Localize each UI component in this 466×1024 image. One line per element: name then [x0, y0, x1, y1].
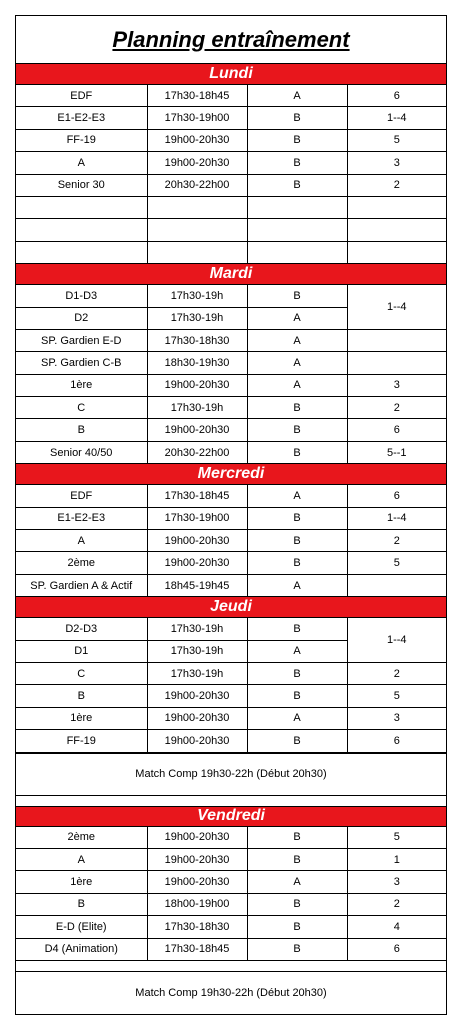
group-cell: SP. Gardien C-B: [16, 352, 147, 374]
page-title: Planning entraînement: [16, 16, 446, 64]
group-cell: [16, 241, 147, 263]
planning-sheet: [15, 15, 447, 1015]
field-cell: B: [247, 530, 347, 552]
slot-cell: 3: [347, 707, 446, 729]
field-cell: B: [247, 174, 347, 196]
table-row: [16, 507, 446, 529]
slot-cell: [347, 329, 446, 351]
field-cell: B: [247, 916, 347, 938]
time-cell: [147, 241, 247, 263]
field-cell: A: [247, 352, 347, 374]
slot-cell: 2: [347, 174, 446, 196]
table-row: [16, 241, 446, 263]
table-row: [16, 485, 446, 507]
table-row: [16, 397, 446, 419]
schedule-table-jeudi: [16, 618, 446, 752]
table-row: [16, 685, 446, 707]
slot-cell-merged: 1--4: [347, 618, 446, 662]
time-cell: 17h30-19h: [147, 397, 247, 419]
time-cell: 17h30-19h: [147, 618, 247, 640]
field-cell: B: [247, 938, 347, 960]
table-row: [16, 916, 446, 938]
field-cell: B: [247, 107, 347, 129]
day-header-mardi: Mardi: [16, 264, 446, 285]
day-header-lundi: Lundi: [16, 64, 446, 85]
time-cell: 19h00-20h30: [147, 848, 247, 870]
match-note-vendredi: Match Comp 19h30-22h (Début 20h30): [16, 971, 446, 1014]
slot-cell: [347, 219, 446, 241]
slot-cell: 2: [347, 893, 446, 915]
time-cell: 19h00-20h30: [147, 552, 247, 574]
slot-cell: 3: [347, 871, 446, 893]
field-cell: B: [247, 893, 347, 915]
group-cell: A: [16, 152, 147, 174]
time-cell: 19h00-20h30: [147, 827, 247, 849]
slot-cell: 5: [347, 827, 446, 849]
group-cell: SP. Gardien E-D: [16, 329, 147, 351]
table-row: [16, 219, 446, 241]
table-row: [16, 285, 446, 307]
field-cell: B: [247, 152, 347, 174]
time-cell: 17h30-19h00: [147, 507, 247, 529]
table-row: [16, 152, 446, 174]
field-cell: B: [247, 285, 347, 307]
field-cell: [247, 196, 347, 218]
table-row: [16, 938, 446, 960]
group-cell: 2ème: [16, 827, 147, 849]
schedule-table-lundi: [16, 85, 446, 264]
slot-cell: 5: [347, 129, 446, 151]
field-cell: B: [247, 618, 347, 640]
field-cell: B: [247, 129, 347, 151]
table-row: [16, 552, 446, 574]
slot-cell: 1--4: [347, 507, 446, 529]
slot-cell: 6: [347, 85, 446, 107]
group-cell: D2-D3: [16, 618, 147, 640]
schedule-table-mardi: [16, 285, 446, 464]
time-cell: 17h30-19h: [147, 307, 247, 329]
field-cell: B: [247, 419, 347, 441]
group-cell: B: [16, 685, 147, 707]
field-cell: A: [247, 329, 347, 351]
time-cell: 19h00-20h30: [147, 129, 247, 151]
slot-cell: 6: [347, 419, 446, 441]
table-row: [16, 196, 446, 218]
slot-cell: 1--4: [347, 107, 446, 129]
slot-cell: 3: [347, 152, 446, 174]
table-row: [16, 129, 446, 151]
group-cell: A: [16, 530, 147, 552]
time-cell: 19h00-20h30: [147, 685, 247, 707]
group-cell: SP. Gardien A & Actif: [16, 574, 147, 596]
time-cell: 20h30-22h00: [147, 174, 247, 196]
field-cell: B: [247, 397, 347, 419]
schedule-table-vendredi: [16, 827, 446, 961]
field-cell: B: [247, 552, 347, 574]
group-cell: EDF: [16, 85, 147, 107]
group-cell: EDF: [16, 485, 147, 507]
time-cell: 20h30-22h00: [147, 441, 247, 463]
table-row: [16, 618, 446, 640]
field-cell: A: [247, 574, 347, 596]
time-cell: 19h00-20h30: [147, 530, 247, 552]
time-cell: [147, 219, 247, 241]
group-cell: B: [16, 893, 147, 915]
table-row: [16, 662, 446, 684]
slot-cell: 5: [347, 552, 446, 574]
group-cell: E-D (Elite): [16, 916, 147, 938]
field-cell: B: [247, 730, 347, 752]
field-cell: B: [247, 441, 347, 463]
time-cell: 19h00-20h30: [147, 419, 247, 441]
table-row: [16, 848, 446, 870]
time-cell: 17h30-19h: [147, 285, 247, 307]
time-cell: 17h30-19h: [147, 662, 247, 684]
table-row: [16, 374, 446, 396]
time-cell: 19h00-20h30: [147, 374, 247, 396]
field-cell: B: [247, 685, 347, 707]
table-row: [16, 730, 446, 752]
table-row: [16, 893, 446, 915]
table-row: [16, 85, 446, 107]
slot-cell: 6: [347, 938, 446, 960]
table-row: [16, 174, 446, 196]
table-row: [16, 530, 446, 552]
table-row: [16, 827, 446, 849]
slot-cell: [347, 352, 446, 374]
group-cell: Senior 30: [16, 174, 147, 196]
table-row: [16, 329, 446, 351]
group-cell: D1: [16, 640, 147, 662]
field-cell: [247, 219, 347, 241]
table-row: [16, 871, 446, 893]
schedule-table-mercredi: [16, 485, 446, 597]
time-cell: 19h00-20h30: [147, 152, 247, 174]
day-header-jeudi: Jeudi: [16, 597, 446, 618]
slot-cell: 5--1: [347, 441, 446, 463]
slot-cell: 4: [347, 916, 446, 938]
spacer: [16, 796, 446, 806]
group-cell: 1ère: [16, 871, 147, 893]
group-cell: [16, 196, 147, 218]
time-cell: 17h30-19h00: [147, 107, 247, 129]
group-cell: FF-19: [16, 730, 147, 752]
group-cell: D2: [16, 307, 147, 329]
table-row: [16, 107, 446, 129]
time-cell: 18h30-19h30: [147, 352, 247, 374]
table-row: [16, 419, 446, 441]
slot-cell: [347, 574, 446, 596]
group-cell: 1ère: [16, 374, 147, 396]
group-cell: 1ère: [16, 707, 147, 729]
group-cell: D4 (Animation): [16, 938, 147, 960]
group-cell: A: [16, 848, 147, 870]
field-cell: A: [247, 85, 347, 107]
table-row: [16, 352, 446, 374]
group-cell: Senior 40/50: [16, 441, 147, 463]
slot-cell: 3: [347, 374, 446, 396]
field-cell: A: [247, 485, 347, 507]
day-header-vendredi: Vendredi: [16, 806, 446, 827]
time-cell: 18h45-19h45: [147, 574, 247, 596]
table-row: [16, 441, 446, 463]
slot-cell: 2: [347, 662, 446, 684]
time-cell: 19h00-20h30: [147, 730, 247, 752]
group-cell: C: [16, 397, 147, 419]
field-cell: B: [247, 848, 347, 870]
table-row: [16, 574, 446, 596]
field-cell: A: [247, 307, 347, 329]
slot-cell: [347, 241, 446, 263]
time-cell: 18h00-19h00: [147, 893, 247, 915]
field-cell: A: [247, 374, 347, 396]
match-note-jeudi: Match Comp 19h30-22h (Début 20h30): [16, 753, 446, 796]
time-cell: [147, 196, 247, 218]
time-cell: 19h00-20h30: [147, 871, 247, 893]
slot-cell: 2: [347, 397, 446, 419]
field-cell: [247, 241, 347, 263]
slot-cell: 1: [347, 848, 446, 870]
group-cell: B: [16, 419, 147, 441]
group-cell: D1-D3: [16, 285, 147, 307]
time-cell: 17h30-18h30: [147, 329, 247, 351]
time-cell: 17h30-18h45: [147, 485, 247, 507]
group-cell: E1-E2-E3: [16, 107, 147, 129]
time-cell: 17h30-18h45: [147, 85, 247, 107]
field-cell: A: [247, 707, 347, 729]
field-cell: A: [247, 640, 347, 662]
field-cell: B: [247, 507, 347, 529]
slot-cell: 5: [347, 685, 446, 707]
field-cell: B: [247, 662, 347, 684]
table-row: [16, 707, 446, 729]
slot-cell: 6: [347, 485, 446, 507]
group-cell: E1-E2-E3: [16, 507, 147, 529]
field-cell: A: [247, 871, 347, 893]
day-header-mercredi: Mercredi: [16, 464, 446, 485]
group-cell: C: [16, 662, 147, 684]
spacer: [16, 961, 446, 971]
group-cell: 2ème: [16, 552, 147, 574]
time-cell: 17h30-19h: [147, 640, 247, 662]
time-cell: 17h30-18h30: [147, 916, 247, 938]
time-cell: 19h00-20h30: [147, 707, 247, 729]
group-cell: [16, 219, 147, 241]
slot-cell: 6: [347, 730, 446, 752]
group-cell: FF-19: [16, 129, 147, 151]
slot-cell: [347, 196, 446, 218]
slot-cell-merged: 1--4: [347, 285, 446, 329]
time-cell: 17h30-18h45: [147, 938, 247, 960]
slot-cell: 2: [347, 530, 446, 552]
field-cell: B: [247, 827, 347, 849]
